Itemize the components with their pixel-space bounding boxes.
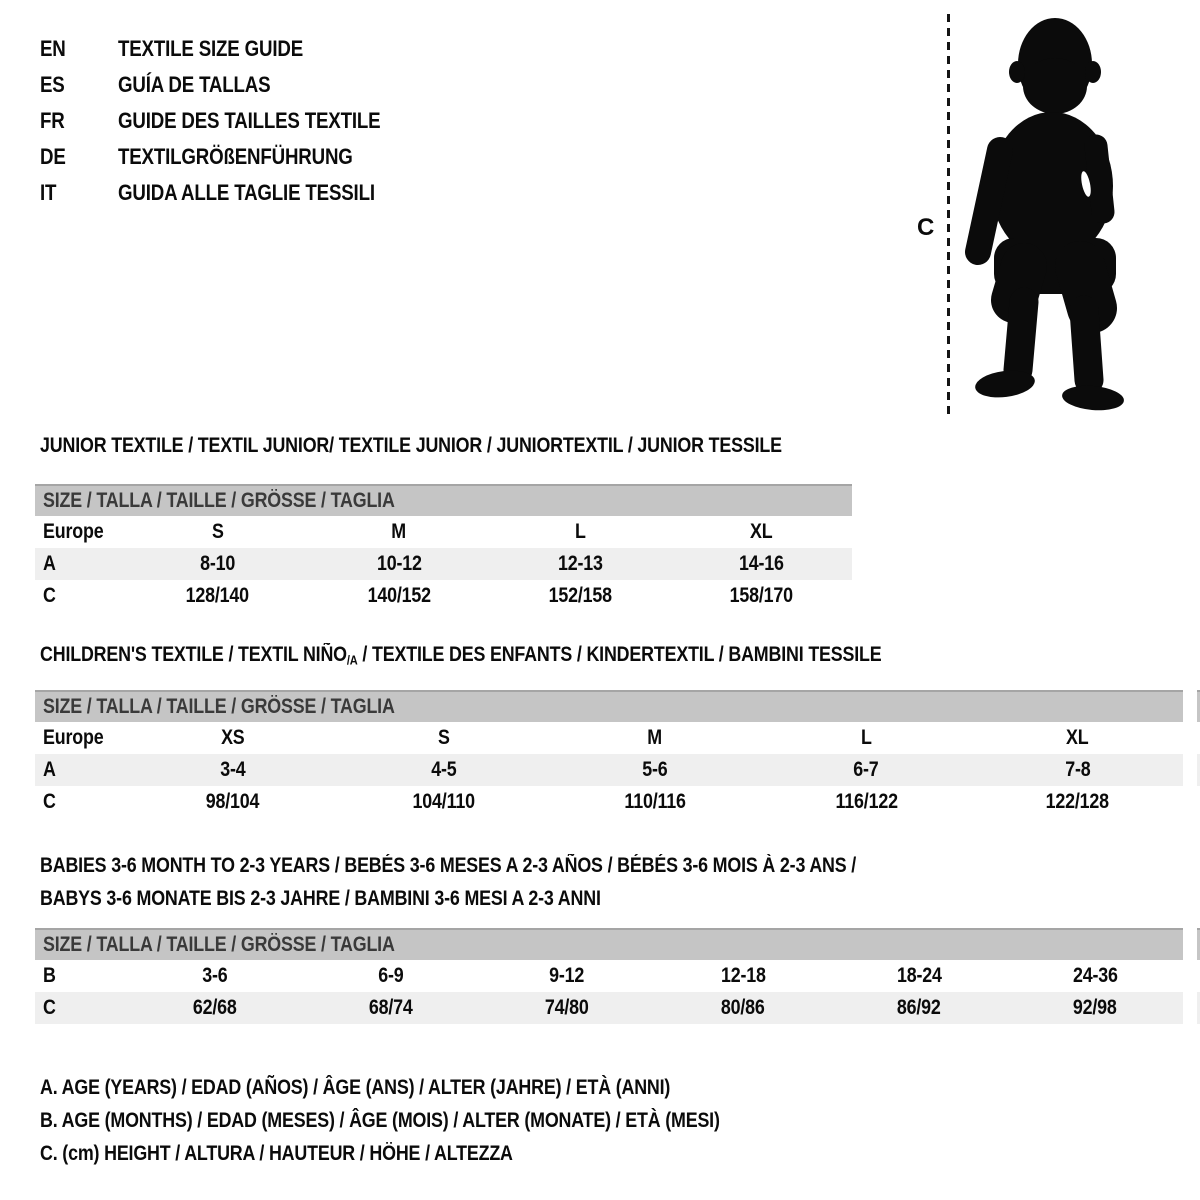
height-cell: 116/122 bbox=[835, 790, 898, 813]
height-cell: 152/158 bbox=[548, 584, 612, 607]
babies-section-title-line2: BABYS 3-6 MONATE BIS 2-3 JAHRE / BAMBINI 3-6 MESI A 2-3 ANNI bbox=[40, 887, 601, 910]
row-label: Europe bbox=[43, 726, 104, 749]
language-row-de bbox=[0, 139, 427, 175]
height-cell: 92/98 bbox=[1073, 996, 1117, 1019]
language-code: ES bbox=[40, 72, 65, 97]
size-table-header-text: SIZE / TALLA / TAILLE / GRÖSSE / TAGLIA bbox=[43, 695, 395, 718]
junior-section-title bbox=[40, 435, 913, 457]
legend-line-c: C. (cm) HEIGHT / ALTURA / HAUTEUR / HÖHE / ALTEZZA bbox=[40, 1141, 513, 1165]
language-row-it bbox=[0, 175, 427, 211]
size-cell: M bbox=[647, 726, 663, 749]
age-cell: 6-9 bbox=[378, 964, 404, 987]
babies-section-title-line1: BABIES 3-6 MONTH TO 2-3 YEARS / BEBÉS 3-6 MESES A 2-3 AÑOS / BÉBÉS 3-6 MOIS À 2-3 ANS / bbox=[40, 854, 857, 877]
size-cell: XL bbox=[750, 520, 773, 543]
height-cell: 86/92 bbox=[897, 996, 941, 1019]
row-label: A bbox=[43, 552, 56, 575]
size-cell: L bbox=[574, 520, 586, 543]
table-row-height bbox=[35, 786, 1183, 818]
size-table-header-text: SIZE / TALLA / TAILLE / GRÖSSE / TAGLIA bbox=[43, 933, 395, 956]
row-label: Europe bbox=[43, 520, 104, 543]
table-row-europe bbox=[35, 722, 1183, 754]
height-cell: 68/74 bbox=[369, 996, 413, 1019]
babies-size-table bbox=[35, 928, 1183, 1024]
table-row-height bbox=[35, 992, 1183, 1024]
row-label: B bbox=[43, 964, 56, 987]
row-label: A bbox=[43, 758, 56, 781]
height-cell: 74/80 bbox=[545, 996, 589, 1019]
table-row-age-months bbox=[35, 960, 1183, 992]
language-row-fr bbox=[0, 103, 427, 139]
size-cell: S bbox=[211, 520, 224, 543]
table-row-age bbox=[35, 548, 852, 580]
guide-title: GUIDE DES TAILLES TEXTILE bbox=[118, 108, 381, 133]
junior-size-table bbox=[35, 484, 852, 612]
age-cell: 9-12 bbox=[549, 964, 585, 987]
children-section-title-text: CHILDREN'S TEXTILE / TEXTIL NIÑO/A / TEXTILE DES ENFANTS / KINDERTEXTIL / BAMBINI TESSILE bbox=[40, 643, 882, 668]
height-cell: 98/104 bbox=[205, 790, 260, 813]
row-label: C bbox=[43, 790, 56, 813]
size-table-header bbox=[35, 690, 1183, 722]
height-cell: 62/68 bbox=[193, 996, 237, 1019]
language-row-en bbox=[0, 31, 427, 67]
size-table-header bbox=[35, 484, 852, 516]
size-cell: XL bbox=[1066, 726, 1089, 749]
age-cell: 6-7 bbox=[853, 758, 879, 781]
size-cell: M bbox=[391, 520, 407, 543]
table-row-europe bbox=[35, 516, 852, 548]
toddler-silhouette-icon bbox=[962, 14, 1138, 418]
age-cell: 12-13 bbox=[557, 552, 603, 575]
measurement-legend bbox=[40, 1071, 840, 1170]
row-label: C bbox=[43, 584, 56, 607]
row-label: C bbox=[43, 996, 56, 1019]
table-row-height bbox=[35, 580, 852, 612]
size-cell: XS bbox=[220, 726, 245, 749]
guide-title: TEXTILGRÖßENFÜHRUNG bbox=[118, 144, 353, 169]
height-cell: 140/152 bbox=[367, 584, 431, 607]
age-cell: 4-5 bbox=[431, 758, 457, 781]
size-cell: L bbox=[860, 726, 872, 749]
size-table-header-text: SIZE / TALLA / TAILLE / GRÖSSE / TAGLIA bbox=[43, 489, 395, 512]
language-code: EN bbox=[40, 36, 66, 61]
height-cell: 158/170 bbox=[729, 584, 794, 607]
language-code: IT bbox=[40, 180, 57, 205]
guide-title: GUÍA DE TALLAS bbox=[118, 72, 271, 97]
size-table-header bbox=[35, 928, 1183, 960]
height-cell: 128/140 bbox=[185, 584, 250, 607]
children-section-title bbox=[40, 644, 1030, 672]
nino-a-subscript: /A bbox=[346, 652, 358, 668]
age-cell: 5-6 bbox=[642, 758, 668, 781]
age-cell: 12-18 bbox=[720, 964, 766, 987]
language-title-list bbox=[0, 31, 427, 211]
height-cell: 122/128 bbox=[1045, 790, 1110, 813]
height-measure-label: C bbox=[917, 214, 935, 241]
table-row-age bbox=[35, 754, 1183, 786]
babies-section-title bbox=[40, 849, 1000, 915]
height-cell: 110/116 bbox=[624, 790, 686, 813]
age-cell: 14-16 bbox=[738, 552, 784, 575]
language-code: DE bbox=[40, 144, 66, 169]
height-cell: 80/86 bbox=[721, 996, 765, 1019]
legend-line-b: B. AGE (MONTHS) / EDAD (MESES) / ÂGE (MOIS) / ALTER (MONATE) / ETÀ (MESI) bbox=[40, 1108, 720, 1132]
height-measure-dashed-line bbox=[947, 14, 950, 416]
size-cell: S bbox=[437, 726, 450, 749]
age-cell: 7-8 bbox=[1064, 758, 1091, 781]
guide-title: TEXTILE SIZE GUIDE bbox=[118, 36, 304, 61]
age-cell: 3-6 bbox=[202, 964, 228, 987]
age-cell: 24-36 bbox=[1072, 964, 1118, 987]
language-row-es bbox=[0, 67, 427, 103]
age-cell: 3-4 bbox=[219, 758, 246, 781]
language-code: FR bbox=[40, 108, 65, 133]
height-cell: 104/110 bbox=[412, 790, 475, 813]
age-cell: 18-24 bbox=[896, 964, 942, 987]
age-cell: 10-12 bbox=[376, 552, 422, 575]
legend-line-a: A. AGE (YEARS) / EDAD (AÑOS) / ÂGE (ANS) / ALTER (JAHRE) / ETÀ (ANNI) bbox=[40, 1075, 671, 1099]
junior-section-title-text: JUNIOR TEXTILE / TEXTIL JUNIOR/ TEXTILE JUNIOR / JUNIORTEXTIL / JUNIOR TESSILE bbox=[40, 434, 782, 457]
guide-title: GUIDA ALLE TAGLIE TESSILI bbox=[118, 180, 375, 205]
age-cell: 8-10 bbox=[200, 552, 236, 575]
children-size-table bbox=[35, 690, 1183, 818]
